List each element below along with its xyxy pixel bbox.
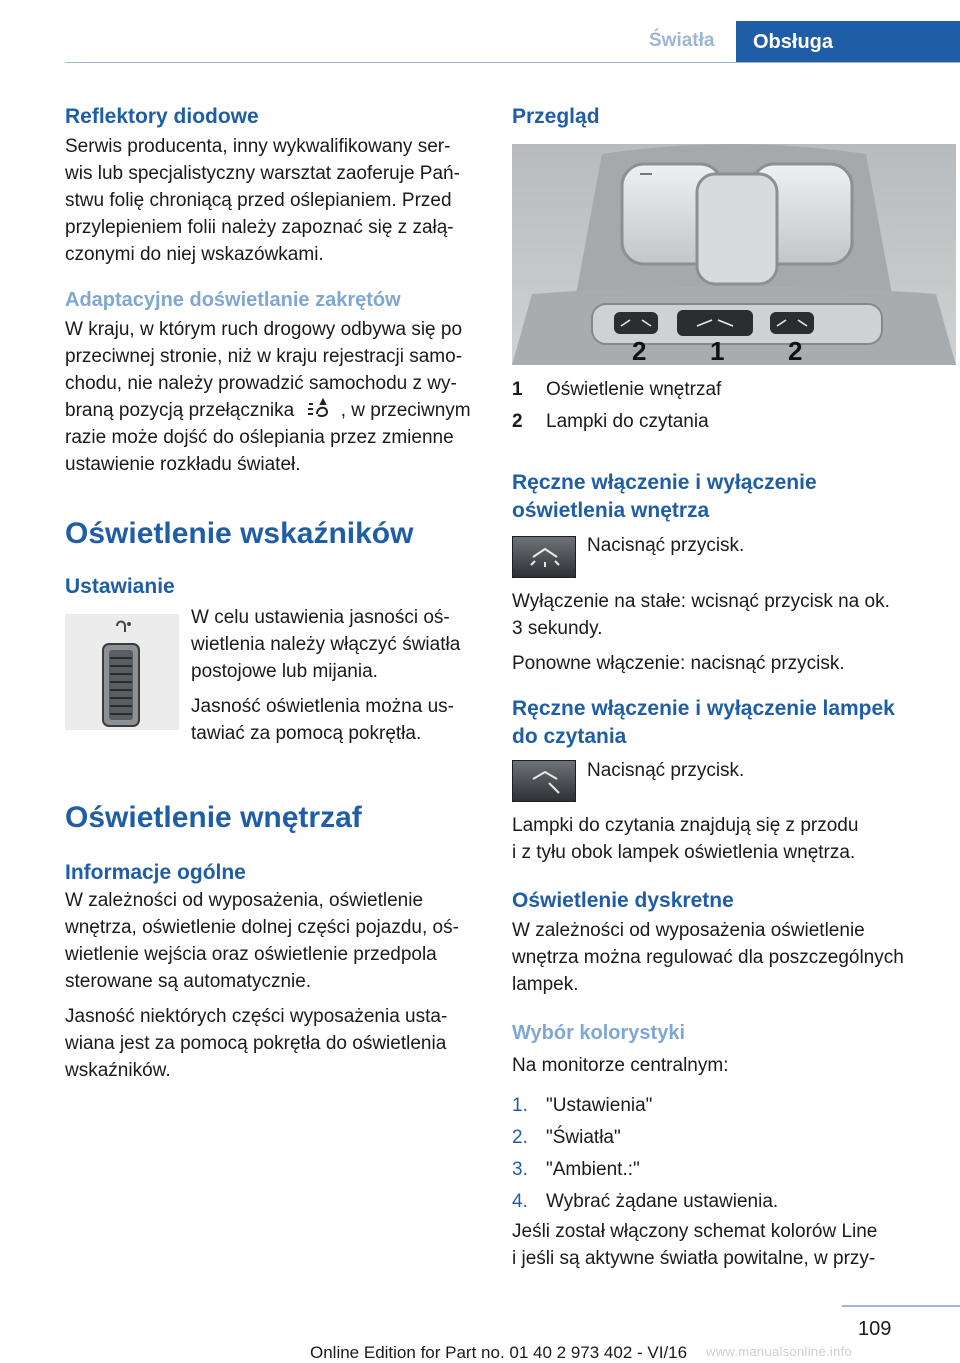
paragraph-ustawianie [191,604,460,747]
text-line: przylepieniem folii należy zapoznać się z załą‐ [65,217,454,238]
list-item [512,1186,778,1218]
paragraph-lampki [512,812,858,866]
list-item [512,1090,778,1122]
step-number: 3. [512,1159,528,1180]
text-line: i z tyłu obok lampek oświetlenia wnętrza. [512,842,856,863]
text-line: lampek. [512,974,579,995]
text-line: razie może dojść do oślepiania przez zmienne [65,427,454,448]
steps-list [512,1090,778,1218]
interior-light-overview-image [512,144,956,365]
step-number: 1. [512,1095,528,1116]
legend-number: 1 [512,379,523,400]
heading-ustawianie: Ustawianie [65,575,175,598]
text-line: czonymi do niej wskazówkami. [65,244,324,265]
legend-text: Lampki do czytania [546,411,709,432]
text-line: Jasność niektórych części wyposażenia usta‐ [65,1006,448,1027]
paragraph-reflektory [65,133,460,268]
instruction-press: Nacisnąć przycisk. [587,535,745,556]
text-monitor: Na monitorze centralnym: [512,1055,729,1076]
heading-przeglad: Przegląd [512,105,600,128]
legend-number: 2 [512,411,523,432]
legend-item [512,408,709,435]
heading-oswietlenie-wskaznikow: Oświetlenie wskaźników [65,517,414,550]
heading-kolorystyka: Wybór kolorystyki [512,1022,686,1044]
heading-adaptacyjne: Adaptacyjne doświetlanie zakrętów [65,289,401,311]
paragraph-dyskretne [512,917,904,998]
heading-reczne-oswietlenie [512,469,817,525]
header-rule [65,62,960,63]
text-line: W zależności od wyposażenia oświetlenie [512,920,865,941]
paragraph-wylaczenie [512,588,890,677]
step-text: "Ambient.:" [546,1159,640,1180]
step-text: "Ustawienia" [546,1095,653,1116]
text-line: Wyłączenie na stałe: wcisnąć przycisk na ok. [512,591,890,612]
figure-label: 1 [710,336,725,365]
paragraph-adaptacyjne [65,316,471,478]
heading-line: do czytania [512,725,627,748]
figure-label: 2 [788,336,803,365]
step-text: Wybrać żądane ustawienia. [546,1191,779,1212]
text-line: Jasność oświetlenia można us‐ [191,696,454,717]
paragraph-informacje [65,887,459,1084]
reading-light-button-icon [512,760,576,802]
interior-light-button-icon [512,536,576,578]
figure-label: 2 [632,336,647,365]
text-line: W kraju, w którym ruch drogowy odbywa się po [65,319,463,340]
text-line: wskaźników. [65,1060,171,1081]
step-number: 4. [512,1191,528,1212]
text-line: wiana jest za pomocą pokrętła do oświetlenia [65,1033,447,1054]
paragraph-last [512,1218,877,1272]
heading-informacje: Informacje ogólne [65,861,246,884]
header-chapter-tab: Obsługa [736,21,960,63]
header-section-title: Światła [649,30,715,51]
switch-position-icon [299,398,335,420]
text-fragment: braną pozycją przełącznika [65,400,295,421]
text-line: Jeśli został włączony schemat kolorów Line [512,1221,878,1242]
text-line: wnętrza, oświetlenie dolnej części pojazdu, oś‐ [65,917,459,938]
footer-edition: Online Edition for Part no. 01 40 2 973 402 - VI/16 [310,1343,688,1362]
text-line: przeciwnej stronie, niż w kraju rejestracji samo‐ [65,346,463,367]
heading-line: oświetlenia wnętrza [512,499,710,522]
step-text: "Światła" [546,1127,621,1148]
text-line: postojowe lub mijania. [191,661,378,682]
text-line: 3 sekundy. [512,618,603,639]
footer-rule [842,1305,960,1307]
text-line: i jeśli są aktywne światła powitalne, w przy‐ [512,1248,876,1269]
text-fragment: , w przeciwnym [340,400,471,421]
text-line: wietlenie wejścia oraz oświetlenie przedpola [65,944,437,965]
text-line: wnętrza można regulować dla poszczególnych [512,947,904,968]
text-line: wis lub specjalistyczny warsztat zaoferuje Pań‐ [65,163,460,184]
heading-oswietlenie-wnetrza: Oświetlenie wnętrzaf [65,801,362,834]
list-item [512,1122,778,1154]
text-line: tawiać za pomocą pokrętła. [191,723,422,744]
text-line: Serwis producenta, inny wykwalifikowany ser‐ [65,136,451,157]
heading-reflektory: Reflektory diodowe [65,105,259,128]
watermark: www.manualsonline.info [706,1344,853,1359]
text-line: wietlenia należy włączyć światła [191,634,461,655]
list-item [512,1154,778,1186]
heading-reczne-lampki [512,695,895,751]
text-line-with-icon [65,397,471,424]
heading-line: Ręczne włączenie i wyłączenie [512,471,817,494]
text-line: sterowane są automatycznie. [65,971,312,992]
instruction-press: Nacisnąć przycisk. [587,760,745,781]
text-line: Ponowne włączenie: nacisnąć przycisk. [512,653,845,674]
text-line: ustawienie rozkładu świateł. [65,454,301,475]
text-line: W zależności od wyposażenia, oświetlenie [65,890,424,911]
legend-text: Oświetlenie wnętrzaf [546,379,722,400]
text-line: W celu ustawienia jasności oś‐ [191,607,450,628]
page-number: 109 [858,1318,892,1340]
text-line: Lampki do czytania znajdują się z przodu [512,815,859,836]
step-number: 2. [512,1127,528,1148]
text-line: chodu, nie należy prowadzić samochodu z wy‐ [65,373,457,394]
text-line: stwu folię chroniącą przed oślepianiem. Przed [65,190,452,211]
heading-dyskretne: Oświetlenie dyskretne [512,889,734,912]
legend-item [512,376,721,403]
heading-line: Ręczne włączenie i wyłączenie lampek [512,697,895,720]
dimmer-wheel-image [65,614,179,730]
